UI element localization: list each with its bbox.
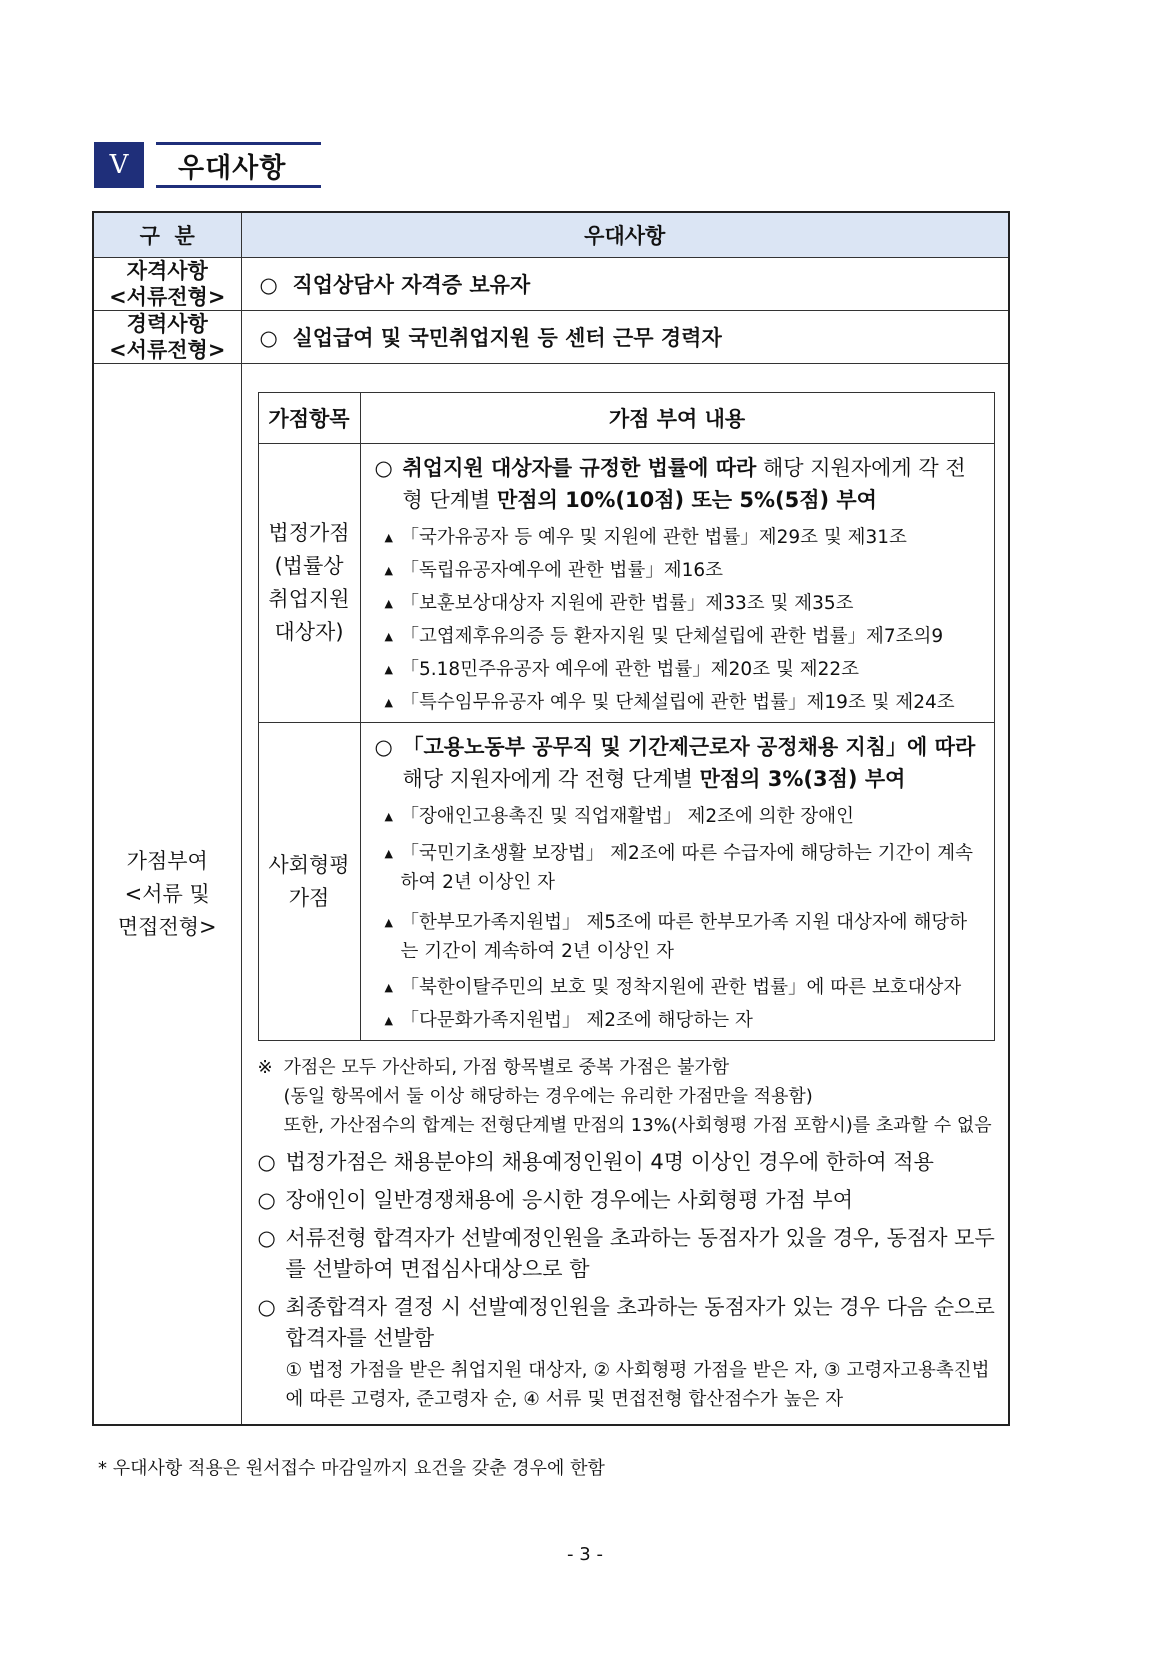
row-content [241,311,1009,364]
law-item: ▲ 「북한이탈주민의 보호 및 정착지원에 관한 법률」에 따른 보호대상자 [384,977,962,998]
row-text: 직업상담사 자격증 보유자 [292,273,531,297]
bonus-bullet: ○ 서류전형 합격자가 선발예정인원을 초과하는 동점자가 있을 경우, 동점자 모두를 선발하여 면접심사대상으로 함 [257,1226,995,1281]
inner-header-content: 가점 부여 내용 [360,393,994,444]
law-item: ▲ 「독립유공자예우에 관한 법률」제16조 [384,560,723,581]
row-content [241,258,1009,311]
triangle-icon: ▲ [384,810,393,823]
section-title: 우대사항 [178,152,287,184]
law-item: ▲ 「장애인고용촉진 및 직업재활법」 제2조에 의한 장애인 [384,806,854,827]
legal-bonus-content [360,444,994,723]
inner-header-row [258,393,994,444]
law-item: ▲ 「한부모가족지원법」 제5조에 따른 한부모가족 지원 대상자에 해당하는 기간이 계속하여 2년 이상인 자 [375,908,984,966]
triangle-icon: ▲ [384,564,393,577]
row-category: 경력사항 <서류전형> [93,311,241,364]
law-item: ▲ 「고엽제후유의증 등 환자지원 및 단체설립에 관한 법률」제7조의9 [384,626,944,647]
bonus-content [241,364,1009,1426]
reference-mark: ※ [257,1057,273,1078]
bonus-category: 가점부여 <서류 및 면접전형> [93,364,241,1426]
bonus-bullet: ○ 장애인이 일반경쟁채용에 응시한 경우에는 사회형평 가점 부여 [257,1188,853,1212]
inner-header-item: 가점항목 [258,393,360,444]
triangle-icon: ▲ [384,1014,393,1027]
table-header-row [93,212,1009,258]
social-bonus-lead: ○ 「고용노동부 공무직 및 기간제근로자 공정채용 지침」에 따라 해당 지원자에게 각 전형 단계별 만점의 3%(3점) 부여 [374,735,976,791]
triangle-icon: ▲ [384,597,393,610]
law-item: ▲ 「다문화가족지원법」 제2조에 해당하는 자 [384,1010,753,1031]
triangle-icon: ▲ [384,916,393,929]
tie-break-order: ① 법정 가점을 받은 취업지원 대상자, ② 사회형평 가점을 받은 자, ③ 고령자고용촉진법에 따른 고령자, 준고령자 순, ④ 서류 및 면접전형 합산점수가 높은 자 [285,1360,990,1410]
circle-bullet: ○ [259,326,278,350]
table-row [93,258,1009,311]
triangle-icon: ▲ [384,531,393,544]
row-category: 자격사항 <서류전형> [93,258,241,311]
section-title-box [156,142,321,188]
bonus-bullet: ○ 법정가점은 채용분야의 채용예정인원이 4명 이상인 경우에 한하여 적용 [257,1150,934,1174]
bonus-note: ※ 가점은 모두 가산하되, 가점 항목별로 중복 가점은 불가함 (동일 항목에서 둘 이상 해당하는 경우에는 유리한 가점만을 적용함) 또한, 가산점수의 합계는 전형단계별 만점의 13%(사회형평 가점 포함시)를 초과할 수 없음 [258,1053,999,1140]
preference-table [92,211,1010,1426]
section-number-badge: Ⅴ [94,142,144,188]
triangle-icon: ▲ [384,847,393,860]
law-item: ▲ 「특수임무유공자 예우 및 단체설립에 관한 법률」제19조 및 제24조 [384,692,955,713]
table-row-bonus [93,364,1009,1426]
triangle-icon: ▲ [384,663,393,676]
footnote: * 우대사항 적용은 원서접수 마감일까지 요건을 갖춘 경우에 한함 [98,1458,605,1479]
bonus-bullet: ○ 최종합격자 결정 시 선발예정인원을 초과하는 동점자가 있는 경우 다음 순으로 합격자를 선발함 [257,1295,995,1350]
row-text: 실업급여 및 국민취업지원 등 센터 근무 경력자 [292,326,722,350]
section-heading [94,142,321,188]
circle-bullet: ○ [259,273,278,297]
social-bonus-row [258,723,994,1041]
law-item: ▲ 「보훈보상대상자 지원에 관한 법률」제33조 및 제35조 [384,593,854,614]
social-bonus-label: 사회형평 가점 [258,723,360,1041]
law-item: ▲ 「5.18민주유공자 예우에 관한 법률」제20조 및 제22조 [384,659,859,680]
triangle-icon: ▲ [384,630,393,643]
bonus-inner-table [258,392,995,1041]
social-bonus-content [360,723,994,1041]
triangle-icon: ▲ [384,696,393,709]
law-item: ▲ 「국가유공자 등 예우 및 지원에 관한 법률」제29조 및 제31조 [384,527,907,548]
legal-bonus-lead: ○ 취업지원 대상자를 규정한 법률에 따라 해당 지원자에게 각 전형 단계별 만점의 10%(10점) 또는 5%(5점) 부여 [374,456,966,512]
header-preference: 우대사항 [241,212,1009,258]
legal-bonus-label: 법정가점 (법률상 취업지원 대상자) [258,444,360,723]
header-category: 구 분 [93,212,241,258]
legal-bonus-row [258,444,994,723]
triangle-icon: ▲ [384,981,393,994]
law-item: ▲ 「국민기초생활 보장법」 제2조에 따른 수급자에 해당하는 기간이 계속하여 2년 이상인 자 [375,839,984,897]
table-row [93,311,1009,364]
page-number: - 3 - [567,1544,603,1565]
